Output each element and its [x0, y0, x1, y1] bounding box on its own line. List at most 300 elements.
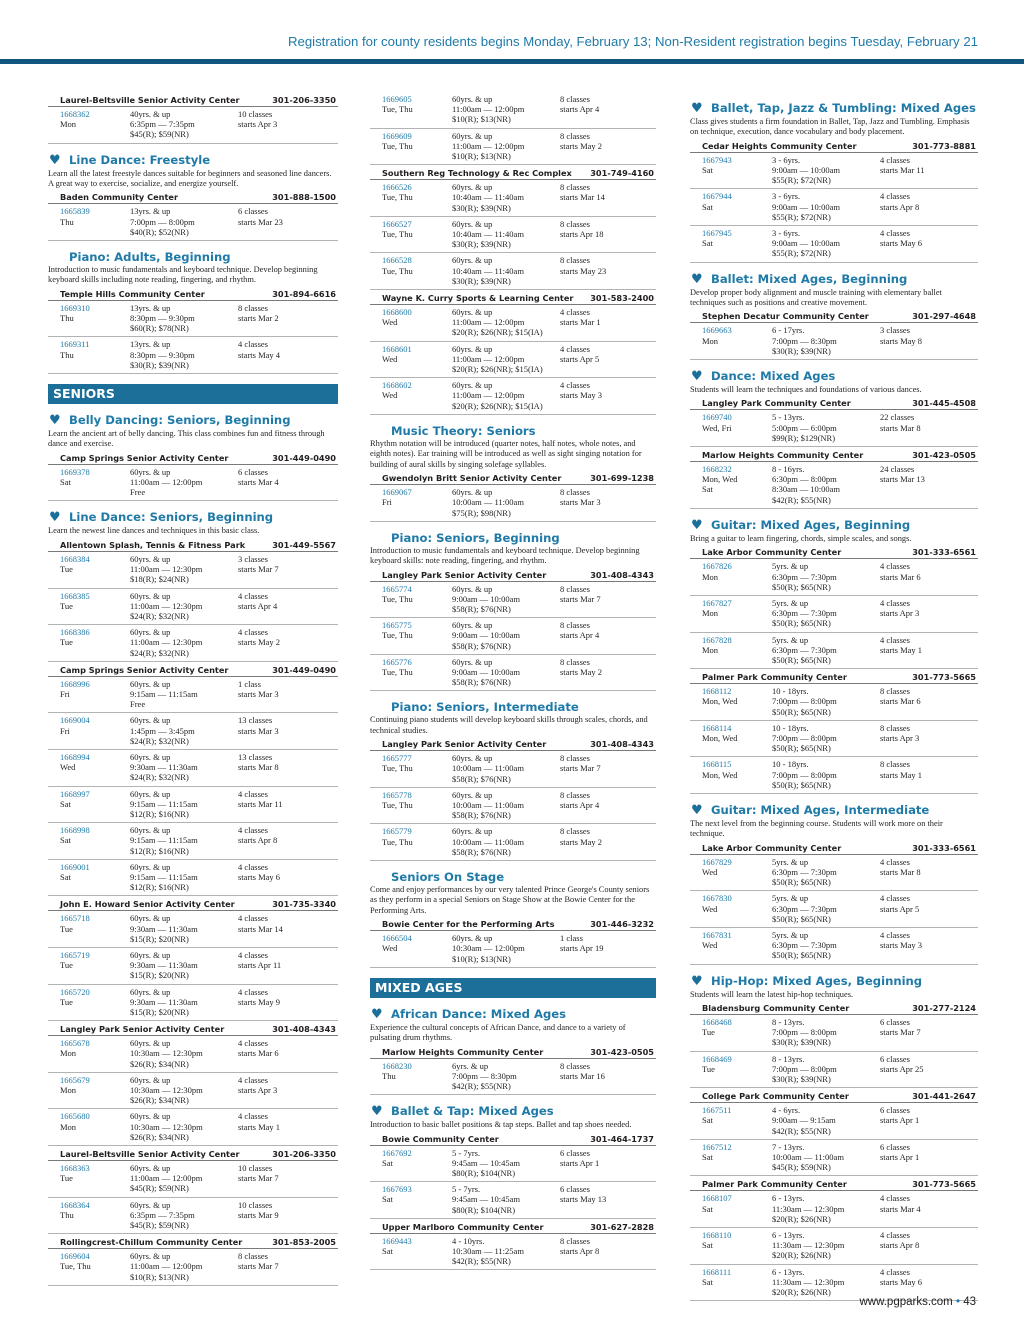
- class-count: 4 classes: [880, 634, 910, 645]
- class-row[interactable]: [370, 180, 656, 217]
- class-row[interactable]: [690, 757, 978, 794]
- class-row[interactable]: [690, 410, 978, 447]
- class-row[interactable]: [48, 823, 338, 860]
- class-code[interactable]: 1668384: [60, 553, 90, 564]
- class-code[interactable]: 1668110: [702, 1230, 732, 1241]
- course-title: Piano: Seniors, Beginning: [391, 530, 560, 545]
- class-code[interactable]: 1667511: [702, 1105, 732, 1116]
- class-code[interactable]: 1667512: [702, 1141, 732, 1152]
- class-row[interactable]: [690, 596, 978, 633]
- class-detail-cell: [130, 206, 238, 237]
- class-days: Sat: [702, 238, 713, 249]
- class-age: 60yrs. & up: [130, 1163, 171, 1174]
- class-row[interactable]: [690, 1228, 978, 1265]
- class-row[interactable]: [370, 751, 656, 788]
- class-start: starts May 3: [560, 390, 603, 401]
- class-row[interactable]: [48, 1249, 338, 1286]
- location-name: Laurel-Beltsville Senior Activity Center: [60, 95, 240, 105]
- class-schedule-cell: [238, 950, 338, 981]
- class-days: Wed: [60, 762, 76, 773]
- class-code[interactable]: 1666527: [382, 218, 412, 229]
- class-time: 1:45pm — 3:45pm: [130, 725, 195, 736]
- course-heading: [49, 413, 338, 428]
- class-time: 7:00pm — 8:00pm: [772, 1063, 837, 1074]
- class-fee: $58(R); $76(NR): [452, 773, 511, 784]
- class-row[interactable]: [48, 107, 338, 144]
- course-title: Piano: Adults, Beginning: [69, 250, 231, 265]
- location-header: [690, 669, 978, 684]
- class-age: 8 - 13yrs.: [772, 1053, 805, 1064]
- class-detail-cell: [130, 303, 238, 334]
- class-detail-cell: [772, 325, 880, 356]
- class-fee: $20(R); $26(NR): [772, 1287, 831, 1298]
- class-row[interactable]: [370, 582, 656, 619]
- class-id-cell: [382, 255, 452, 286]
- class-fee: $42(R); $55(NR): [772, 1125, 831, 1136]
- class-id-cell: [702, 1142, 772, 1173]
- class-row[interactable]: [370, 1182, 656, 1219]
- class-row[interactable]: [370, 92, 656, 129]
- course-description: Learn the newest line dances and techniques in this basic class.: [48, 526, 260, 536]
- class-age: 60yrs. & up: [130, 861, 171, 872]
- class-start: starts Apr 4: [238, 600, 278, 611]
- class-code[interactable]: 1666528: [382, 255, 412, 266]
- class-days: Sat: [60, 798, 71, 809]
- class-code[interactable]: 1668386: [60, 627, 90, 638]
- class-code[interactable]: 1669604: [60, 1251, 90, 1262]
- class-row[interactable]: [370, 378, 656, 415]
- class-code[interactable]: 1665839: [60, 206, 90, 217]
- class-row[interactable]: [690, 1015, 978, 1052]
- class-code[interactable]: 1667827: [702, 597, 732, 608]
- class-start: starts Apr 19: [560, 943, 604, 954]
- class-row[interactable]: [370, 305, 656, 342]
- class-start: starts May 9: [238, 996, 281, 1007]
- class-start: starts Apr 3: [880, 732, 920, 743]
- class-count: 4 classes: [880, 929, 910, 940]
- location-name: Langley Park Senior Activity Center: [60, 1024, 225, 1035]
- class-code[interactable]: 1665718: [60, 913, 90, 924]
- class-days: Mon, Wed: [702, 769, 738, 780]
- class-age: 60yrs. & up: [130, 678, 171, 689]
- class-id-cell: [702, 857, 772, 888]
- class-days: Fri: [60, 725, 70, 736]
- class-time: 9:00am — 10:00am: [452, 666, 520, 677]
- class-detail-cell: [772, 1054, 880, 1085]
- course-description: Introduction to music fundamentals and keyboard technique. Develop beginning keyboard skills: note reading, fingering, and rhythm.: [370, 545, 640, 566]
- class-code[interactable]: 1669067: [382, 487, 412, 498]
- class-days: Tue: [702, 1027, 715, 1038]
- location-header: [690, 138, 978, 153]
- class-id-cell: [702, 191, 772, 222]
- class-code[interactable]: 1669740: [702, 412, 732, 423]
- class-id-cell: [702, 723, 772, 754]
- class-code[interactable]: 1667831: [702, 929, 732, 940]
- class-age: 60yrs. & up: [130, 627, 171, 638]
- class-code[interactable]: 1667693: [382, 1184, 412, 1195]
- class-time: 9:30am — 11:30am: [130, 923, 198, 934]
- class-code[interactable]: 1665776: [382, 656, 412, 667]
- class-row[interactable]: [48, 589, 338, 626]
- location-name: Palmer Park Community Center: [702, 672, 847, 683]
- class-row[interactable]: [370, 485, 656, 522]
- class-row[interactable]: [48, 1073, 338, 1110]
- class-detail-cell: [772, 1230, 880, 1261]
- class-time: 7:00pm — 8:00pm: [772, 769, 837, 780]
- class-count: 6 classes: [238, 206, 268, 217]
- class-count: 24 classes: [880, 464, 915, 475]
- location-name: Cedar Heights Community Center: [702, 140, 857, 151]
- class-row[interactable]: [690, 633, 978, 670]
- class-code[interactable]: 1668230: [382, 1060, 412, 1071]
- heart-icon: ♥: [49, 413, 61, 429]
- class-id-cell: [60, 913, 130, 944]
- class-code[interactable]: 1669001: [60, 861, 90, 872]
- class-detail-cell: [772, 1017, 880, 1048]
- class-row[interactable]: [370, 824, 656, 861]
- class-code[interactable]: 1668107: [702, 1193, 732, 1204]
- class-count: 8 classes: [560, 789, 590, 800]
- class-row[interactable]: [370, 217, 656, 254]
- class-days: Mon: [60, 1121, 77, 1132]
- class-days: Mon, Wed: [702, 474, 738, 485]
- column-3: [690, 92, 978, 1301]
- class-start: starts Mar 7: [560, 593, 601, 604]
- class-id-cell: [382, 307, 452, 338]
- class-code[interactable]: 1669605: [382, 94, 412, 104]
- class-row[interactable]: [370, 342, 656, 379]
- class-schedule-cell: [238, 109, 338, 140]
- class-days: Mon: [702, 571, 719, 582]
- class-row[interactable]: [370, 253, 656, 290]
- class-row[interactable]: [690, 189, 978, 226]
- class-code[interactable]: 1665779: [382, 826, 412, 837]
- class-days: Tue, Thu: [382, 140, 413, 151]
- class-row[interactable]: [48, 204, 338, 241]
- class-code[interactable]: 1666504: [382, 933, 412, 944]
- location-name: Marlow Heights Community Center: [702, 450, 864, 461]
- class-detail-cell: [452, 584, 560, 615]
- class-count: 10 classes: [238, 109, 273, 119]
- class-time: 10:40am — 11:40am: [452, 265, 524, 276]
- class-row[interactable]: [690, 855, 978, 892]
- class-time: 10:40am — 11:40am: [452, 192, 524, 203]
- location-name: Langley Park Senior Activity Center: [382, 569, 547, 580]
- class-code[interactable]: 1667692: [382, 1147, 412, 1158]
- class-detail-cell: [772, 191, 880, 222]
- class-row[interactable]: [690, 1140, 978, 1177]
- class-row[interactable]: [48, 948, 338, 985]
- class-row[interactable]: [690, 559, 978, 596]
- website-link[interactable]: www.pgparks.com: [859, 1296, 953, 1308]
- course-title: Line Dance: Freestyle: [69, 152, 211, 167]
- class-days: Tue, Thu: [382, 666, 413, 677]
- heart-icon: ♥: [691, 271, 703, 287]
- class-age: 40yrs. & up: [130, 109, 171, 119]
- class-code[interactable]: 1668994: [60, 751, 90, 762]
- class-detail-cell: [130, 1111, 238, 1142]
- class-time: 7:00pm — 8:00pm: [772, 696, 837, 707]
- class-fee: $45(R); $59(NR): [130, 129, 189, 140]
- class-code[interactable]: 1668115: [702, 759, 732, 770]
- class-row[interactable]: [690, 153, 978, 190]
- class-code[interactable]: 1668385: [60, 590, 90, 601]
- class-age: 60yrs. & up: [452, 307, 493, 318]
- class-code[interactable]: 1668600: [382, 307, 412, 318]
- class-schedule-cell: [880, 759, 978, 790]
- class-time: 11:00am — 12:00pm: [452, 317, 525, 328]
- class-fee: $40(R); $52(NR): [130, 226, 189, 237]
- class-code[interactable]: 1665678: [60, 1038, 90, 1049]
- class-row[interactable]: [690, 891, 978, 928]
- class-row[interactable]: [370, 655, 656, 692]
- location-header: [690, 840, 978, 855]
- course-description: Bring a guitar to learn fingering, chords, simple scales, and songs.: [690, 533, 912, 543]
- class-code[interactable]: 1668362: [60, 109, 90, 119]
- course-heading: [371, 1007, 656, 1022]
- class-code[interactable]: 1668469: [702, 1053, 732, 1064]
- class-id-cell: [60, 591, 130, 622]
- class-code[interactable]: 1665719: [60, 949, 90, 960]
- class-code[interactable]: 1667944: [702, 191, 732, 202]
- course-heading: [691, 369, 978, 384]
- class-schedule-cell: [880, 1230, 978, 1261]
- heart-icon: ♥: [691, 101, 703, 116]
- class-age: 5 - 13yrs.: [772, 412, 805, 423]
- location-name: Lake Arbor Community Center: [702, 842, 842, 853]
- section-header: MIXED AGES: [370, 978, 656, 998]
- registration-notice: Registration for county residents begins Monday, February 13; Non-Resident registration begins Tuesday, February 21: [287, 34, 978, 49]
- class-code[interactable]: 1665777: [382, 753, 412, 764]
- class-code[interactable]: 1668602: [382, 380, 412, 391]
- class-fee: $24(R); $32(NR): [130, 772, 189, 783]
- class-row[interactable]: [48, 911, 338, 948]
- class-days: Tue, Thu: [382, 630, 413, 641]
- class-schedule-cell: [880, 228, 978, 259]
- class-row[interactable]: [370, 788, 656, 825]
- class-fee: $45(R); $59(NR): [130, 1183, 189, 1194]
- class-code[interactable]: 1665775: [382, 620, 412, 631]
- class-schedule-cell: [238, 1200, 338, 1231]
- class-row[interactable]: [370, 618, 656, 655]
- class-row[interactable]: [48, 1198, 338, 1235]
- class-code[interactable]: 1665778: [382, 789, 412, 800]
- class-row[interactable]: [690, 721, 978, 758]
- course-description: Develop proper body alignment and muscle training with elementary ballet techniques such as positions and creative movement.: [690, 287, 942, 308]
- class-row[interactable]: [48, 465, 338, 502]
- class-fee: $24(R); $32(NR): [130, 647, 189, 658]
- class-detail-cell: [130, 987, 238, 1018]
- class-row[interactable]: [48, 552, 338, 589]
- class-count: 1 class: [560, 933, 583, 944]
- class-days: Tue, Thu: [382, 763, 413, 774]
- class-code[interactable]: 1668997: [60, 788, 90, 799]
- class-row[interactable]: [48, 713, 338, 750]
- class-code[interactable]: 1666526: [382, 182, 412, 193]
- location-phone: 301-408-4343: [590, 739, 654, 750]
- class-row[interactable]: [370, 129, 656, 166]
- class-code[interactable]: 1668114: [702, 722, 732, 733]
- class-start: starts May 2: [560, 836, 603, 847]
- class-row[interactable]: [48, 1161, 338, 1198]
- location-phone: 301-408-4343: [590, 569, 654, 580]
- class-id-cell: [382, 131, 452, 162]
- class-row[interactable]: [48, 1109, 338, 1146]
- class-row[interactable]: [370, 931, 656, 968]
- course-description: Learn the ancient art of belly dancing. This class combines fun and fitness through dance and exercise.: [48, 429, 325, 449]
- class-code[interactable]: 1669004: [60, 715, 90, 726]
- class-row[interactable]: [48, 787, 338, 824]
- class-row[interactable]: [690, 1191, 978, 1228]
- class-detail-cell: [772, 930, 880, 961]
- location-phone: 301-773-5665: [912, 1179, 976, 1190]
- class-row[interactable]: [690, 462, 978, 509]
- class-fee: $30(R); $39(NR): [452, 275, 511, 286]
- class-code[interactable]: 1665720: [60, 986, 90, 997]
- class-time: 6:30pm — 7:30pm: [772, 608, 837, 619]
- class-time: 11:00am — 12:00pm: [452, 140, 525, 151]
- class-schedule-cell: [560, 790, 656, 821]
- class-age: 5 - 7yrs.: [452, 1184, 481, 1195]
- class-id-cell: [60, 109, 130, 140]
- class-code[interactable]: 1668468: [702, 1017, 732, 1027]
- class-row[interactable]: [370, 1146, 656, 1183]
- class-time: 9:45am — 10:45am: [452, 1157, 520, 1168]
- class-age: 60yrs. & up: [130, 715, 171, 726]
- class-row[interactable]: [48, 1036, 338, 1073]
- class-code[interactable]: 1667943: [702, 154, 732, 165]
- class-id-cell: [702, 228, 772, 259]
- class-schedule-cell: [238, 1111, 338, 1142]
- class-code[interactable]: 1665680: [60, 1111, 90, 1122]
- class-code[interactable]: 1667945: [702, 228, 732, 239]
- class-detail-cell: [452, 753, 560, 784]
- class-days: Mon: [702, 644, 719, 655]
- class-row[interactable]: [690, 684, 978, 721]
- class-code[interactable]: 1667826: [702, 561, 732, 572]
- location-name: Bowie Community Center: [382, 1133, 499, 1144]
- class-code[interactable]: 1667828: [702, 634, 732, 645]
- class-days: Wed: [382, 353, 398, 364]
- class-fee: $50(R); $65(NR): [772, 913, 831, 924]
- location-phone: 301-894-6616: [272, 288, 336, 299]
- class-days: Tue, Thu: [382, 799, 413, 810]
- class-count: 13 classes: [238, 715, 273, 726]
- class-count: 4 classes: [238, 913, 268, 924]
- class-count: 13 classes: [238, 751, 273, 762]
- class-row[interactable]: [48, 301, 338, 338]
- course-title: Guitar: Mixed Ages, Beginning: [711, 517, 911, 532]
- class-code[interactable]: 1669609: [382, 130, 412, 141]
- location-header: [690, 308, 978, 323]
- class-fee: $20(R); $26(NR): [772, 1213, 831, 1224]
- class-row[interactable]: [690, 928, 978, 965]
- class-id-cell: [60, 950, 130, 981]
- class-start: starts Mar 6: [238, 1048, 279, 1059]
- class-detail-cell: [452, 1236, 560, 1267]
- class-schedule-cell: [560, 1236, 656, 1267]
- class-code[interactable]: 1669310: [60, 302, 90, 313]
- location-name: Temple Hills Community Center: [60, 288, 205, 299]
- class-row[interactable]: [690, 226, 978, 263]
- class-count: 4 classes: [880, 597, 910, 608]
- class-row[interactable]: [48, 625, 338, 662]
- class-row[interactable]: [370, 1059, 656, 1096]
- class-detail-cell: [130, 1038, 238, 1069]
- class-time: 7:00pm — 8:00pm: [772, 732, 837, 743]
- class-fee: $50(R); $65(NR): [772, 950, 831, 961]
- class-count: 4 classes: [238, 1074, 268, 1085]
- class-code[interactable]: 1668998: [60, 825, 90, 836]
- class-row[interactable]: [48, 337, 338, 374]
- class-id-cell: [60, 825, 130, 856]
- class-code[interactable]: 1669443: [382, 1235, 412, 1246]
- class-start: starts Apr 4: [560, 104, 600, 115]
- class-schedule-cell: [880, 723, 978, 754]
- class-detail-cell: [130, 467, 238, 498]
- class-time: 11:30am — 12:30pm: [772, 1276, 845, 1287]
- class-fee: $80(R); $104(NR): [452, 1204, 516, 1215]
- class-start: starts Apr 8: [238, 835, 278, 846]
- class-code[interactable]: 1668996: [60, 678, 90, 689]
- page-header: [0, 0, 1024, 66]
- class-row[interactable]: [48, 985, 338, 1022]
- class-row[interactable]: [48, 677, 338, 714]
- class-count: 6 classes: [880, 1105, 910, 1116]
- class-schedule-cell: [238, 467, 338, 498]
- location-name: Camp Springs Senior Activity Center: [60, 452, 229, 463]
- class-detail-cell: [772, 1193, 880, 1224]
- class-row[interactable]: [690, 323, 978, 360]
- class-code[interactable]: 1668112: [702, 686, 732, 697]
- class-time: 7:00pm — 8:30pm: [772, 335, 837, 346]
- class-code[interactable]: 1667829: [702, 856, 732, 867]
- class-id-cell: [60, 789, 130, 820]
- location-phone: 301-297-4648: [912, 311, 976, 322]
- class-detail-cell: [130, 109, 238, 140]
- class-detail-cell: [130, 554, 238, 585]
- class-age: 60yrs. & up: [130, 553, 171, 564]
- class-time: 11:00am — 12:00pm: [130, 1173, 203, 1184]
- location-phone: 301-449-0490: [272, 452, 336, 463]
- location-header: [370, 736, 656, 751]
- class-age: 5yrs. & up: [772, 597, 809, 608]
- class-row[interactable]: [48, 750, 338, 787]
- class-count: 4 classes: [560, 307, 590, 318]
- class-code[interactable]: 1665774: [382, 583, 412, 594]
- class-code[interactable]: 1668363: [60, 1163, 90, 1174]
- class-code[interactable]: 1665679: [60, 1074, 90, 1085]
- class-row[interactable]: [690, 1052, 978, 1089]
- class-row[interactable]: [370, 1234, 656, 1271]
- class-code[interactable]: 1667830: [702, 893, 732, 904]
- class-days: Tue: [60, 1173, 73, 1184]
- class-code[interactable]: 1668111: [702, 1266, 732, 1277]
- class-code[interactable]: 1668232: [702, 464, 732, 475]
- class-start: starts Mar 8: [880, 422, 921, 433]
- class-time: 6:30pm — 7:30pm: [772, 940, 837, 951]
- class-code[interactable]: 1669378: [60, 466, 90, 477]
- class-code[interactable]: 1669663: [702, 325, 732, 336]
- class-age: 60yrs. & up: [452, 343, 493, 354]
- class-code[interactable]: 1668364: [60, 1199, 90, 1210]
- class-row[interactable]: [690, 1103, 978, 1140]
- class-code[interactable]: 1668601: [382, 343, 412, 354]
- class-start: starts Mar 6: [880, 571, 921, 582]
- class-row[interactable]: [48, 860, 338, 897]
- course-heading: [691, 518, 978, 533]
- class-code[interactable]: 1669311: [60, 339, 90, 350]
